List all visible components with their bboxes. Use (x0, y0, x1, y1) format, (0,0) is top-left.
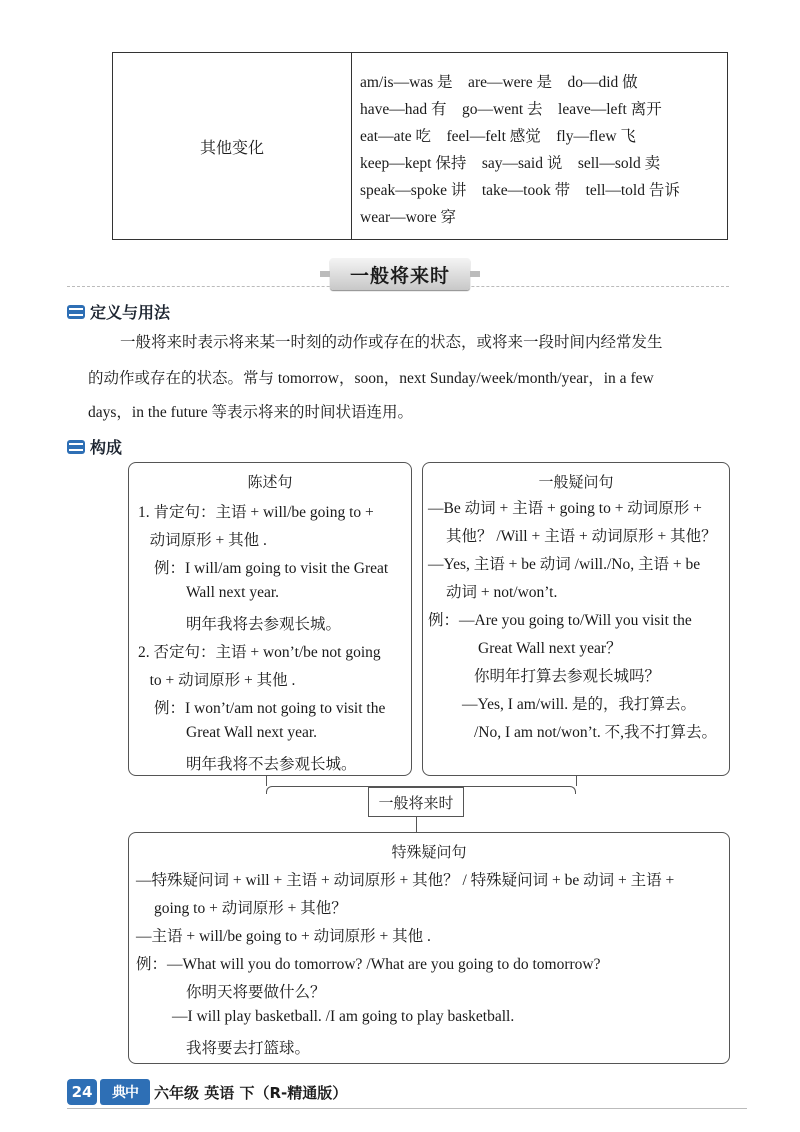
definition-line: 一般将来时表示将来某一时刻的动作或存在的状态，或将来一段时间内经常发生 (120, 334, 663, 351)
general-question-line: Great Wall next year？ (478, 640, 622, 657)
general-question-line: 例：—Are you going to/Will you visit the (428, 612, 692, 629)
statement-line: 例：I won’t/am not going to visit the (154, 700, 386, 717)
table-line: speak—spoke 讲 take—took 带 tell—told 告诉 (360, 182, 680, 199)
table-line: wear—wore 穿 (360, 209, 456, 226)
section-bullet-icon (67, 440, 85, 454)
composition-heading (67, 435, 122, 458)
table-divider (351, 53, 352, 239)
footer-rule (67, 1108, 747, 1109)
connector-left-stub (266, 776, 267, 786)
connector-right-stub (576, 776, 577, 786)
book-title: 六年级 英语 下（R-精通版） (154, 1084, 348, 1102)
section-title: 一般将来时 (330, 258, 470, 290)
general-question-line: —Be 动词 + 主语 + going to + 动词原形 + (428, 500, 702, 517)
special-question-line: —主语 + will/be going to + 动词原形 + 其他 . (136, 928, 431, 945)
statement-line: 明年我将不去参观长城。 (186, 756, 357, 773)
statement-line: Great Wall next year. (186, 724, 318, 741)
statement-line: 明年我将去参观长城。 (186, 616, 342, 633)
special-question-title: 特殊疑问句 (391, 843, 467, 861)
table-line: am/is—was 是 are—were 是 do—did 做 (360, 74, 638, 91)
special-question-line: 你明天将要做什么？ (186, 984, 326, 1001)
definition-line: days，in the future 等表示将来的时间状语连用。 (88, 404, 414, 421)
table-line: keep—kept 保持 say—said 说 sell—sold 卖 (360, 155, 661, 172)
statement-line: to + 动词原形 + 其他 . (138, 672, 296, 689)
special-question-line: 例：—What will you do tomorrow? /What are you going to do tomorrow? (136, 956, 601, 973)
statement-line: 2. 否定句：主语 + won’t/be not going (138, 644, 381, 661)
special-question-line: —I will play basketball. /I am going to play basketball. (172, 1008, 515, 1025)
general-question-line: 动词 + not/won’t. (446, 584, 558, 601)
definition-heading (67, 300, 170, 323)
special-question-line: 我将要去打篮球。 (186, 1040, 311, 1057)
statement-line: Wall next year. (186, 584, 280, 601)
table-label: 其他变化 (199, 137, 264, 157)
special-question-line: —特殊疑问词 + will + 主语 + 动词原形 + 其他？ / 特殊疑问词 + be 动词 + 主语 + (136, 872, 675, 889)
general-question-line: 你明年打算去参观长城吗？ (474, 668, 661, 685)
statement-line: 动词原形 + 其他 . (138, 532, 267, 549)
general-question-line: —Yes, 主语 + be 动词 /will./No, 主语 + be (428, 556, 701, 573)
brand-logo: 典中 (100, 1079, 150, 1105)
statement-line: 例：I will/am going to visit the Great (154, 560, 389, 577)
definition-heading-label: 定义与用法 (90, 303, 171, 322)
statement-line: 1. 肯定句：主语 + will/be going to + (138, 504, 374, 521)
statement-title: 陈述句 (247, 473, 293, 491)
composition-heading-label: 构成 (90, 438, 123, 457)
section-bullet-icon (67, 305, 85, 319)
page-number: 24 (67, 1079, 97, 1105)
connector-down-line (416, 817, 417, 832)
general-question-title: 一般疑问句 (538, 473, 614, 491)
table-line: eat—ate 吃 feel—felt 感觉 fly—flew 飞 (360, 128, 636, 145)
general-question-line: 其他？ /Will + 主语 + 动词原形 + 其他？ (446, 528, 717, 545)
table-line: have—had 有 go—went 去 leave—left 离开 (360, 101, 662, 118)
definition-line: 的动作或存在的状态。常与 tomorrow，soon，next Sunday/week/month/year，in a few (88, 370, 654, 387)
center-label: 一般将来时 (368, 787, 464, 817)
general-question-line: —Yes, I am/will. 是的，我打算去。 (462, 696, 696, 713)
special-question-box (128, 832, 730, 1064)
special-question-line: going to + 动词原形 + 其他？ (154, 900, 347, 917)
general-question-line: /No, I am not/won’t. 不,我不打算去。 (474, 724, 717, 741)
